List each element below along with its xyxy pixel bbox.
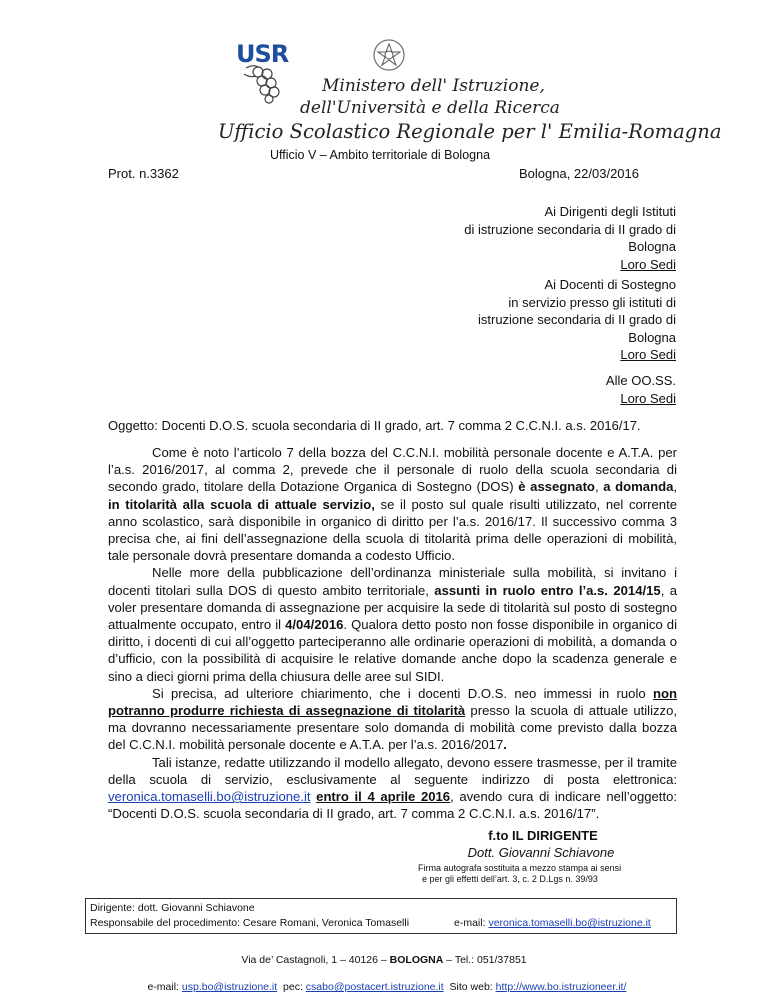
- footer-contacts: e-mail: usp.bo@istruzione.it pec: csabo@postacert.istruzione.it Sito web: http://www.bo.istruzioneer.it/: [147, 981, 627, 993]
- usr-logo-text: USR: [236, 40, 289, 68]
- recipient-line: istruzione secondaria di II grado di: [477, 312, 676, 327]
- footer-pec-link[interactable]: csabo@postacert.istruzione.it: [305, 981, 444, 993]
- recipient-line: Ai Dirigenti degli Istituti: [544, 204, 676, 219]
- paragraph-1: Come è noto l’articolo 7 della bozza del C.C.N.I. mobilità personale docente e A.T.A. per l’a.s. 2016/2017, al comma 2, prevede che il personale di ruolo della scuola secondaria di secondo grado, titolare della Dotazione Organica di Sostegno (DOS) è assegnato, a domanda, in titolarità alla scuola di attuale servizio, se il posto sul quale risulti utilizzato, nel corrente anno scolastico, sarà disponibile in organico di diritto per l’a.s. 2016/17. Il successivo comma 3 precisa che, ai fini dell’assegnazione della scuola di titolarità prima delle operazioni di mobilità, tale personale dovrà presentare domanda a codesto Ufficio.: [108, 445, 678, 564]
- info-responsabile: Responsabile del procedimento: Cesare Romani, Veronica Tomaselli: [90, 917, 410, 929]
- signature-note-1: Firma autografa sostituita a mezzo stampa ai sensi: [418, 863, 622, 873]
- recipient-line: di istruzione secondaria di II grado di: [464, 221, 676, 237]
- recipient-line: Loro Sedi: [620, 347, 676, 362]
- ministry-line2: dell'Università e della Ricerca: [300, 98, 560, 118]
- paragraph-3: Si precisa, ad ulteriore chiarimento, che i docenti D.O.S. neo immessi in ruolo non potranno produrre richiesta di assegnazione di titolarità presso la scuola di attuale utilizzo, ma dovranno necessariamente presentare solo domanda di mobilità come previsto dalla bozza del C.C.N.I. mobilità personale docente e A.T.A. per l’a.s. 2016/2017.: [108, 685, 677, 753]
- recipient-line: Loro Sedi: [620, 256, 676, 272]
- info-email-row: e-mail: veronica.tomaselli.bo@istruzione.it: [454, 917, 651, 929]
- recipient-line: in servizio presso gli istituti di: [508, 294, 676, 310]
- footer-web-link[interactable]: http://www.bo.istruzioneer.it/: [495, 981, 627, 993]
- footer-address: Via de’ Castagnoli, 1 – 40126 – BOLOGNA – Tel.: 051/37851: [241, 954, 527, 966]
- recipient-line: Loro Sedi: [620, 390, 676, 406]
- letter-body: [108, 444, 677, 822]
- recipient-line: Alle OO.SS.: [605, 373, 676, 388]
- recipient-line: Bologna: [628, 329, 676, 345]
- republic-emblem-icon: [372, 38, 406, 72]
- grapes-icon: [236, 64, 298, 108]
- usr-logo: [236, 40, 298, 110]
- info-box: [85, 898, 677, 934]
- office-title: Ufficio Scolastico Regionale per l' Emilia-Romagna: [218, 120, 722, 143]
- recipient-line: Bologna: [628, 239, 676, 254]
- signature-note-2: e per gli effetti dell’art. 3, c. 2 D.Lgs n. 39/93: [422, 874, 598, 884]
- protocol-number: Prot. n.3362: [108, 166, 179, 181]
- ministry-line1: Ministero dell' Istruzione,: [322, 76, 545, 96]
- signature-name: Dott. Giovanni Schiavone: [467, 845, 615, 860]
- paragraph-2: Nelle more della pubblicazione dell’ordinanza ministeriale sulla mobilità, si invitano i docenti titolari sulla DOS di questo ambito territoriale, assunti in ruolo entro l’a.s. 2014/15, a voler presentare domanda di assegnazione per acquisire la sede di titolarità sul posto di sostegno attualmente occupato, entro il 4/04/2016. Qualora detto posto non fosse disponibile in organico di diritto, i docenti di cui all’oggetto parteciperanno alle ordinarie operazioni di mobilità, a domanda o d’ufficio, con la possibilità di acquisire le relative domande anche dopo la scadenza generale e sino a dieci giorni prima della chiusura delle aree sul SIDI.: [108, 565, 678, 684]
- signature-title: f.to IL DIRIGENTE: [488, 828, 598, 843]
- recipient-block-3: [606, 372, 676, 407]
- recipient-block-1: [464, 203, 676, 273]
- subject-line: Oggetto: Docenti D.O.S. scuola secondaria di II grado, art. 7 comma 2 C.C.N.I. a.s. 2016/17.: [108, 418, 641, 433]
- recipient-line: Ai Docenti di Sostegno: [544, 277, 676, 292]
- footer-email-link[interactable]: usp.bo@istruzione.it: [181, 981, 278, 993]
- office-subtitle: Ufficio V – Ambito territoriale di Bologna: [270, 148, 491, 162]
- email-link[interactable]: veronica.tomaselli.bo@istruzione.it: [108, 789, 311, 805]
- recipient-block-2: [478, 276, 676, 364]
- info-email-link[interactable]: veronica.tomaselli.bo@istruzione.it: [488, 917, 651, 929]
- info-dirigente: Dirigente: dott. Giovanni Schiavone: [90, 902, 255, 914]
- paragraph-4: Tali istanze, redatte utilizzando il modello allegato, devono essere trasmesse, per il tramite della scuola di servizio, esclusivamente al seguente indirizzo di posta elettronica: veronica.tomaselli.bo@istruzione.it entro il 4 aprile 2016, avendo cura di indicare nell’oggetto: “Docenti D.O.S. scuola secondaria di II grado, art. 7 comma 2 C.C.N.I. a.s. 2016/17”.: [108, 754, 678, 822]
- place-date: Bologna, 22/03/2016: [519, 166, 639, 181]
